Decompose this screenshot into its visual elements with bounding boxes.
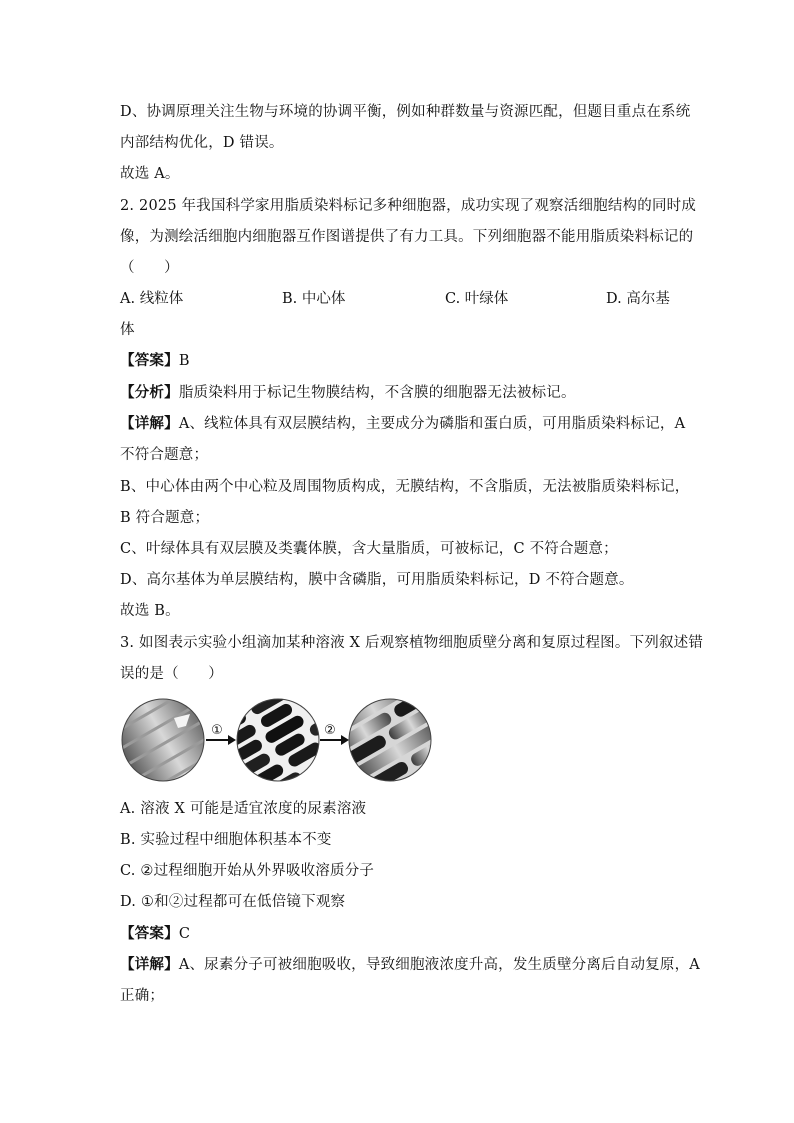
q2-option-d: D. 高尔基 (606, 291, 670, 307)
q2-answer-line (120, 351, 190, 371)
q2-option-a: A. 线粒体 (120, 291, 184, 307)
q2-detail-a: A、线粒体具有双层膜结构，主要成分为磷脂和蛋白质，可用脂质染料标记，A (178, 416, 686, 432)
q3-stem-line1: 3. 如图表示实验小组滴加某种溶液 X 后观察植物细胞质壁分离和复原过程图。下列叙述错 (120, 635, 704, 651)
detail-tag: 【详解】 (120, 956, 179, 973)
q3-option-d: D. ①和②过程都可在低倍镜下观察 (120, 894, 346, 910)
q3-answer: C (178, 926, 191, 942)
analysis-tag: 【分析】 (120, 384, 179, 401)
q2-answer: B (178, 353, 190, 369)
step2-arrow (320, 723, 349, 745)
q3-detail-a: A、尿素分子可被细胞吸收，导致细胞液浓度升高，发生质壁分离后自动复原，A (178, 957, 700, 973)
q2-detail-d: D、高尔基体为单层膜结构，膜中含磷脂，可用脂质染料标记，D 不符合题意。 (120, 572, 634, 588)
q2-option-d-wrap: 体 (120, 322, 135, 338)
q3-option-b: B. 实验过程中细胞体积基本不变 (120, 832, 332, 848)
step1-arrow (206, 723, 236, 745)
q3-stem-line2: 误的是（ ） (120, 666, 223, 682)
plasmolysis-process-figure (120, 698, 432, 782)
q3-option-c: C. ②过程细胞开始从外界吸收溶质分子 (120, 863, 375, 879)
q2-detail-a-line1 (120, 414, 685, 434)
q3-detail-a-line1 (120, 955, 700, 975)
q2-answer-blank: （ ） (120, 260, 179, 276)
q3-detail-a-line2: 正确； (120, 988, 165, 1004)
detail-tag: 【详解】 (120, 415, 179, 432)
q3-option-a: A. 溶液 X 可能是适宜浓度的尿素溶液 (120, 801, 367, 817)
q2-conclusion: 故选 B。 (120, 603, 180, 619)
q2-detail-b-line2: B 符合题意； (120, 510, 210, 526)
q1-option-d-explanation-line2: 内部结构优化，D 错误。 (120, 135, 284, 151)
q2-stem-line2: 像，为测绘活细胞内细胞器互作图谱提供了有力工具。下列细胞器不能用脂质染料标记的 (120, 229, 694, 245)
q1-conclusion: 故选 A。 (120, 166, 180, 182)
q2-option-c: C. 叶绿体 (445, 291, 509, 307)
q2-detail-c: C、叶绿体具有双层膜及类囊体膜，含大量脂质，可被标记，C 不符合题意； (120, 541, 618, 557)
q1-option-d-explanation-line1: D、协调原理关注生物与环境的协调平衡，例如种群数量与资源匹配，但题目重点在系统 (120, 104, 691, 120)
q2-option-b: B. 中心体 (282, 291, 346, 307)
q3-answer-line (120, 924, 190, 944)
q2-stem-line1: 2. 2025 年我国科学家用脂质染料标记多种细胞器，成功实现了观察活细胞结构的同时成 (120, 198, 697, 214)
q2-analysis-line (120, 383, 576, 403)
q2-detail-b-line1: B、中心体由两个中心粒及周围物质构成，无膜结构，不含脂质，无法被脂质染料标记， (120, 479, 690, 495)
step1-label: ① (211, 723, 223, 738)
answer-tag: 【答案】 (120, 352, 179, 369)
step2-label: ② (324, 723, 336, 738)
answer-tag: 【答案】 (120, 925, 179, 942)
q2-detail-a-line2: 不符合题意； (120, 447, 209, 463)
q2-analysis: 脂质染料用于标记生物膜结构，不含膜的细胞器无法被标记。 (178, 385, 576, 401)
